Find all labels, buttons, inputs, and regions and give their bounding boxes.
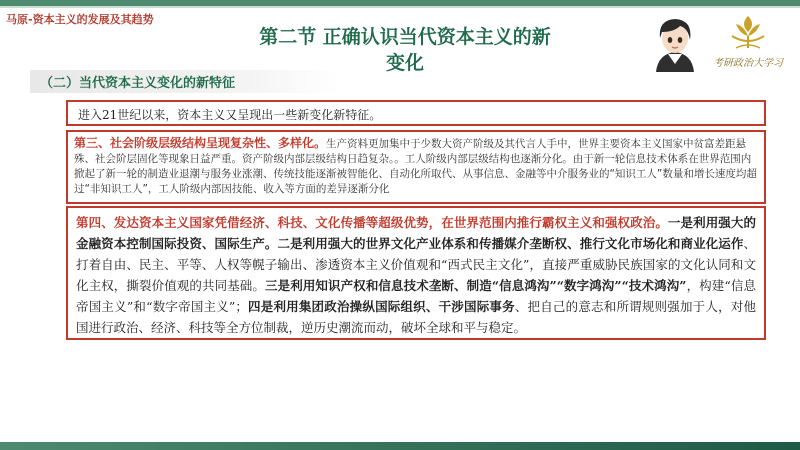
- point4-text3: ，构建“信息帝国主义”和“数字帝国主义”；: [76, 278, 756, 314]
- logo-icon: [706, 12, 790, 74]
- logo: [706, 12, 790, 74]
- point4-sub3: 三是利用知识产权和信息技术垄断、制造“信息鸿沟”“数字鸿沟”“技术鸿沟”: [265, 278, 687, 293]
- point4-heading: 第四、发达资本主义国家凭借经济、科技、文化传播等超级优势，在世界范围内推行霸权主义和强权政治。: [76, 215, 668, 230]
- point4-sub4: 四是利用集团政治操纵国际组织、干涉国际事务: [247, 299, 515, 314]
- intro-text: 进入21世纪以来，资本主义又呈现出一些新变化新特征。: [78, 108, 382, 122]
- point3-text: 生产资料更加集中于少数大资产阶级及其代言人手中，世界主要资本主义国家中贫富差距悬殊、社会阶层固化等现象日益严重。资产阶级内部层级结构日趋复杂。。工人阶级内部层级结构也逐渐分化。由于新一轮信息技术体系在世界范围内掀起了新一轮的制造业退潮与服务业涨潮、传统技能逐渐被智能化、自动化所取代、从事信息、金融等中介服务业的“知识工人”数量和增长速度均超过“非知识工人”，工人阶级内部因技能、收入等方面的差异逐渐分化: [74, 138, 757, 195]
- page-title: [205, 24, 605, 76]
- point3-box: [66, 130, 766, 204]
- point4-sub1: 一是利用强大的金融资本控制国际投资、国际生产。: [76, 215, 756, 251]
- point4-text4: 、把自己的意志和所谓规则强加于人，对他国进行政治、经济、科技等全方位制裁，逆历史潮流而动，破坏全球和平与稳定。: [76, 299, 756, 335]
- logo-text: 考研政治大学习: [713, 58, 783, 69]
- point4-paragraph: [68, 208, 764, 342]
- intro-box: [66, 100, 766, 126]
- point3-paragraph: [68, 132, 764, 201]
- section-subtitle: （二）当代资本主义变化的新特征: [40, 76, 236, 91]
- course-title: 马原-资本主义的发展及其趋势: [6, 13, 154, 26]
- point4-text2: 、打着自由、民主、平等、人权等幌子输出、渗透资本主义价值观和“西式民主文化”，直接严重威胁民族国家的文化认同和文化主权，撕裂价值观的共同基础。: [76, 236, 756, 293]
- title-line-2: 变化: [385, 52, 424, 74]
- point4-sub2: 二是利用强大的世界文化产业体系和传播媒介垄断权、推行文化市场化和商业化运作: [277, 236, 744, 251]
- presenter-avatar: [646, 14, 704, 72]
- point3-heading: 第三、社会阶级层级结构呈现复杂性、多样化。: [74, 136, 327, 150]
- top-accent-line: [0, 6, 800, 8]
- bottom-accent-bar: [0, 442, 800, 450]
- point4-box: [66, 206, 766, 340]
- title-line-1: 第二节 正确认识当代资本主义的新: [259, 26, 551, 48]
